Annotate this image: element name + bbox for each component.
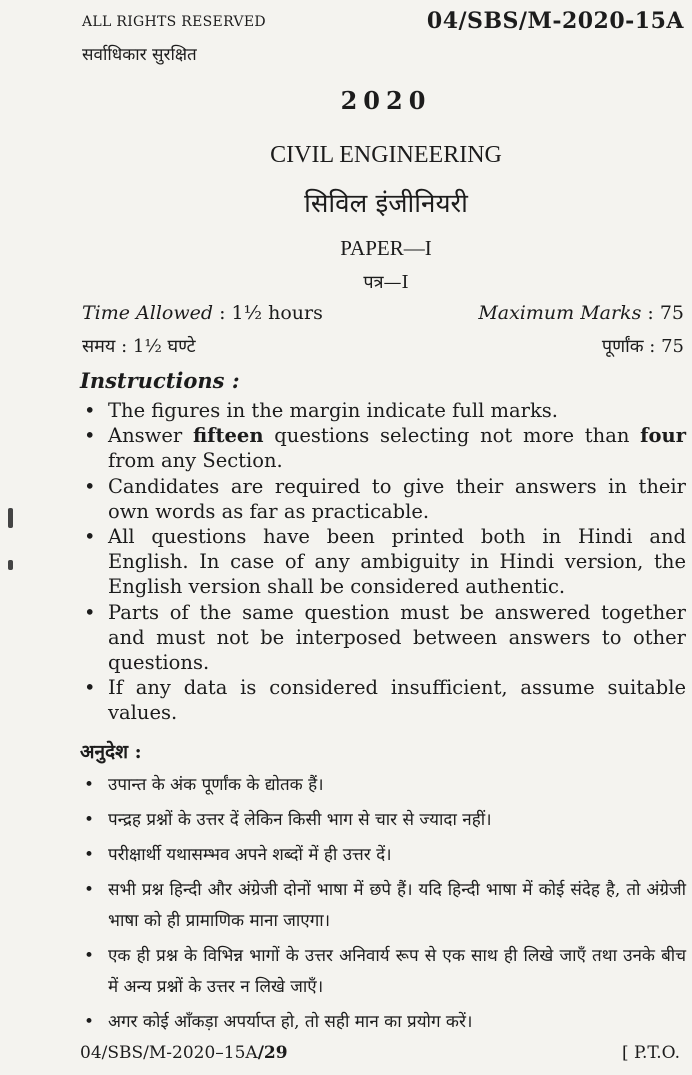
instruction-item: • All questions have been printed both in Hindi and English. In case of any ambiguity in Hindi version, the English version shall be considered authentic.: [80, 524, 686, 600]
footer-paper-code: 04/SBS/M-2020–15A/29: [80, 1043, 288, 1063]
instruction-item: • If any data is considered insufficient, assume suitable values.: [80, 675, 686, 725]
margin-ink-mark: [8, 560, 13, 570]
instruction-item-hi: • उपान्त के अंक पूर्णांक के द्योतक हैं।: [80, 770, 686, 801]
instruction-item: • Parts of the same question must be answered together and must not be interposed between answers to other questions.: [80, 600, 686, 676]
margin-ink-mark: [8, 508, 13, 528]
please-turn-over: [ P.T.O.: [621, 1043, 680, 1063]
paper-number-hi: पत्र—I: [363, 272, 409, 293]
instruction-item-hi: • एक ही प्रश्न के विभिन्न भागों के उत्तर अनिवार्य रूप से एक साथ ही लिखे जाएँ तथा उनके बीच में अन्य प्रश्नों के उत्तर न लिखे जाएँ।: [80, 941, 686, 1003]
instruction-item-hi: • सभी प्रश्न हिन्दी और अंग्रेजी दोनों भाषा में छपे हैं। यदि हिन्दी भाषा में कोई संदेह है, तो अंग्रेजी भाषा को ही प्रामाणिक माना जाएगा।: [80, 875, 686, 937]
subject-title-hi: सिविल इंजीनियरी: [304, 189, 468, 219]
maximum-marks-hi: पूर्णांक : 75: [601, 336, 684, 357]
maximum-marks: Maximum Marks : 75: [478, 302, 684, 324]
instructions-list-hi: [80, 770, 686, 1042]
instruction-item: • The figures in the margin indicate full marks.: [80, 398, 686, 423]
exam-year: 2020: [340, 86, 432, 115]
instructions-list-en: [80, 398, 686, 726]
rights-reserved-en: ALL RIGHTS RESERVED: [82, 14, 266, 30]
instruction-item: • Answer fifteen questions selecting not more than four from any Section.: [80, 423, 686, 473]
paper-code: 04/SBS/M-2020-15A: [426, 8, 684, 34]
page-number: /29: [257, 1043, 288, 1063]
rights-reserved-hi: सर्वाधिकार सुरक्षित: [82, 45, 197, 65]
instructions-heading-en: Instructions :: [80, 368, 240, 393]
subject-title-en: CIVIL ENGINEERING: [270, 142, 502, 168]
time-allowed-hi: समय : 1½ घण्टे: [82, 336, 196, 357]
instruction-item-hi: • अगर कोई आँकड़ा अपर्याप्त हो, तो सही मान का प्रयोग करें।: [80, 1007, 686, 1038]
paper-number-en: PAPER—I: [340, 236, 432, 260]
instruction-item: • Candidates are required to give their answers in their own words as far as practicable.: [80, 474, 686, 524]
instructions-heading-hi: अनुदेश :: [80, 741, 142, 763]
instruction-item-hi: • परीक्षार्थी यथासम्भव अपने शब्दों में ही उत्तर दें।: [80, 840, 686, 871]
instruction-item-hi: • पन्द्रह प्रश्नों के उत्तर दें लेकिन किसी भाग से चार से ज्यादा नहीं।: [80, 805, 686, 836]
time-allowed: Time Allowed : 1½ hours: [82, 302, 323, 324]
